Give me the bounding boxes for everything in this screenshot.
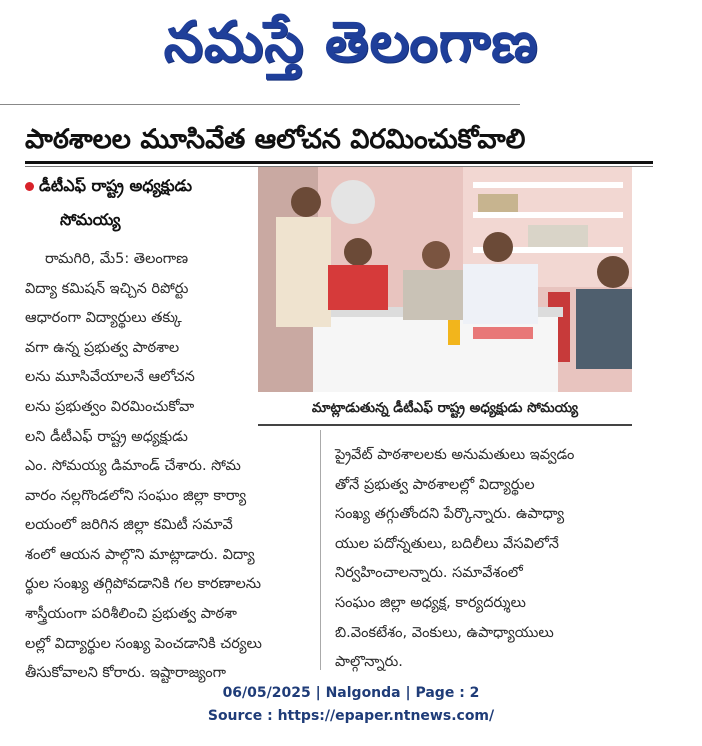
- body-line: రామగిరి, మే5: తెలంగాణ: [45, 251, 189, 267]
- column-divider: [320, 430, 321, 670]
- body-line: లను ప్రభుత్వం విరమించుకోవా: [25, 398, 195, 415]
- article-headline: పాఠశాలల మూసివేత ఆలోచన విరమించుకోవాలి: [25, 124, 526, 155]
- body-line: ర్థుల సంఖ్య తగ్గిపోవడానికి గల కారణాలను: [25, 576, 262, 593]
- body-line: తోనే ప్రభుత్వ పాఠశాలల్లో విద్యార్థుల: [335, 476, 535, 493]
- body-line: లను మూసివేయాలనే ఆలోచన: [25, 369, 195, 386]
- subheadline-line: డీటీఎఫ్ రాష్ట్ర అధ్యక్షుడు: [39, 176, 193, 195]
- subheadline-line: సోమయ్య: [60, 210, 121, 229]
- photo-caption: మాట్లాడుతున్న డీటీఎఫ్ రాష్ట్ర అధ్యక్షుడు సోమయ్య: [311, 400, 579, 416]
- body-line: వారం నల్లగొండలోని సంఘం జిల్లా కార్యా: [25, 487, 247, 504]
- masthead: [0, 0, 702, 95]
- body-line: యుల పదోన్నతులు, బదిలీలు వేసవిలోనే: [335, 535, 559, 552]
- body-line: ప్రైవేట్ పాఠశాలలకు అనుమతులు ఇవ్వడం: [335, 447, 575, 463]
- body-line: నిర్వహించాలన్నారు. సమావేశంలో: [335, 565, 523, 582]
- body-line: లని డీటీఎఫ్ రాష్ట్ర అధ్యక్షుడు: [25, 428, 188, 445]
- body-line: శాస్త్రీయంగా పరిశీలించి ప్రభుత్వ పాఠశా: [25, 605, 237, 622]
- body-line: ఆధారంగా విద్యార్థులు తక్కు: [25, 310, 182, 327]
- bullet-icon: [25, 182, 34, 191]
- article-subheadline: [25, 172, 257, 234]
- body-line: బి.వెంకటేశం, వెంకులు, ఉపాధ్యాయులు: [335, 624, 554, 641]
- article-photo: [258, 167, 632, 392]
- body-line: లయంలో జరిగిన జిల్లా కమిటీ సమావే: [25, 517, 233, 534]
- body-line: ఎం. సోమయ్య డిమాండ్ చేశారు. సోమ: [25, 458, 241, 474]
- divider: [25, 161, 653, 164]
- body-line: సంఘం జిల్లా అధ్యక్ష, కార్యదర్శులు: [335, 594, 526, 611]
- divider: [258, 424, 632, 426]
- body-line: శంలో ఆయన పాల్గొని మాట్లాడారు. విద్యా: [25, 546, 255, 563]
- body-line: విద్యా కమిషన్ ఇచ్చిన రిపోర్టు: [25, 280, 189, 297]
- footer-date-edition: 06/05/2025 | Nalgonda | Page : 2: [222, 685, 480, 701]
- footer-source-link[interactable]: Source : https://epaper.ntnews.com/: [207, 708, 495, 724]
- divider: [0, 104, 520, 105]
- article-body-right: [335, 441, 660, 678]
- body-line: లల్లో విద్యార్థుల సంఖ్య పెంచడానికి చర్యలు: [25, 635, 262, 652]
- article-body-left: [25, 245, 270, 452]
- body-line: వగా ఉన్న ప్రభుత్వ పాఠశాల: [25, 339, 180, 356]
- meeting-photo-illustration: [258, 167, 632, 392]
- body-line: తీసుకోవాలని కోరారు. ఇష్టారాజ్యంగా: [25, 665, 226, 682]
- newspaper-logo: నమస్తే తెలంగాణ: [163, 10, 539, 75]
- body-line: సంఖ్య తగ్గుతోందని పేర్కొన్నారు. ఉపాధ్యా: [335, 506, 565, 523]
- article-body-left-lower: [25, 452, 315, 689]
- body-line: పాల్గొన్నారు.: [335, 654, 403, 671]
